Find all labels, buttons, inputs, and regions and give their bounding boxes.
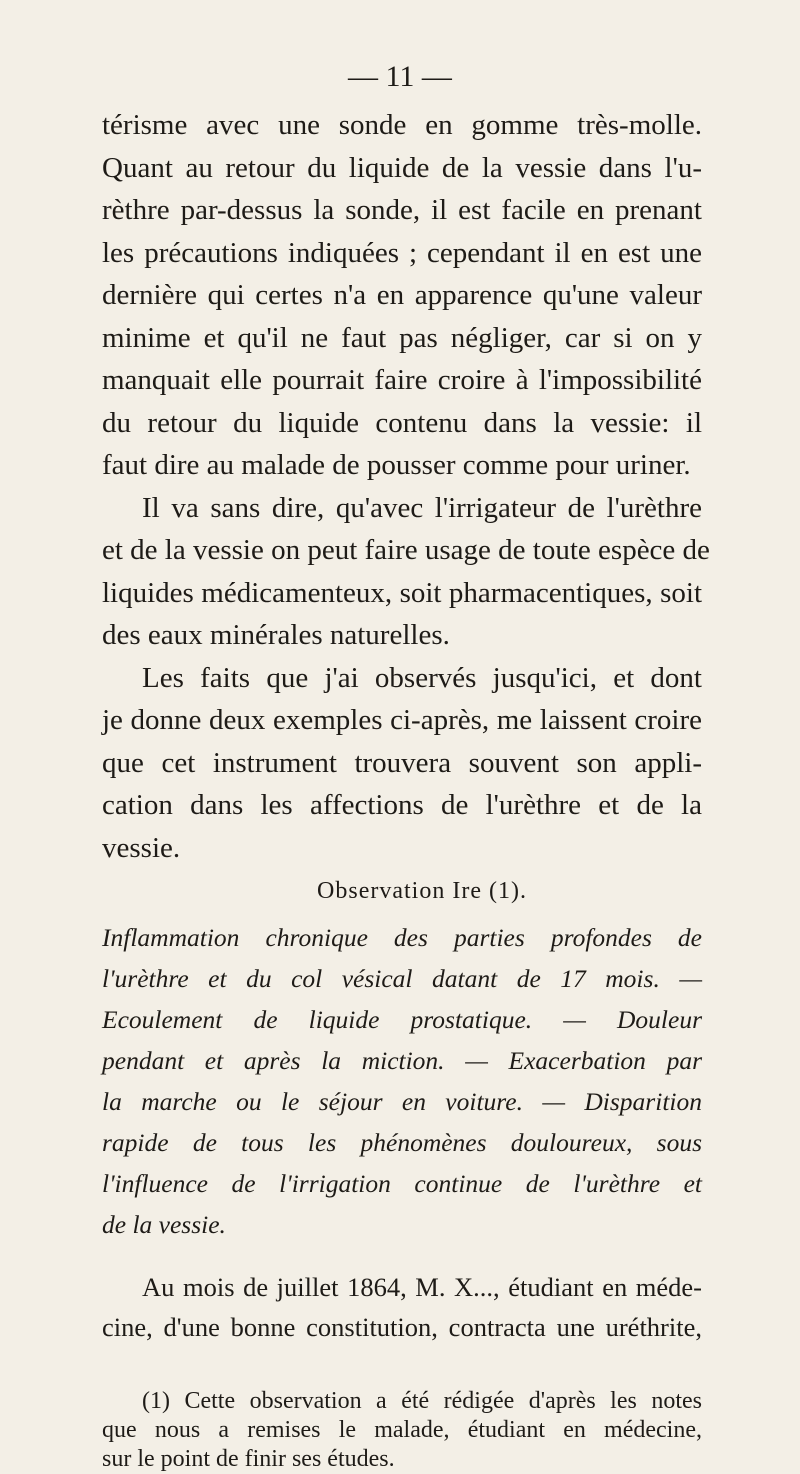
summary-line: l'influence de l'irrigation continue de l'urèthre et	[102, 1169, 702, 1198]
summary-line: Ecoulement de liquide prostatique. — Douleur	[102, 1005, 702, 1034]
main-text	[102, 104, 710, 1474]
text-line: dernière qui certes n'a en apparence qu'une valeur	[102, 279, 702, 311]
text-line: Les faits que j'ai observés jusqu'ici, et dont	[142, 661, 702, 694]
text-line: térisme avec une sonde en gomme très-molle.	[102, 109, 702, 141]
paragraph-4	[102, 1267, 702, 1347]
text-line: Il va sans dire, qu'avec l'irrigateur de l'urèthre	[142, 491, 702, 524]
text-line: vessie.	[102, 831, 181, 864]
summary-line: la marche ou le séjour en voiture. — Disparition	[102, 1087, 702, 1116]
text-line: des eaux minérales naturelles.	[102, 619, 450, 651]
observation-summary	[102, 917, 702, 1245]
text-line: cine, d'une bonne constitution, contracta une uréthrite,	[102, 1312, 702, 1342]
summary-line: Inflammation chronique des parties profondes de	[102, 923, 702, 952]
text-line: les précautions indiquées ; cependant il en est une	[102, 236, 702, 269]
paragraph-1	[102, 104, 702, 487]
text-line: du retour du liquide contenu dans la vessie: il	[102, 406, 702, 439]
text-line: minime et qu'il ne faut pas négliger, car si on y	[102, 321, 702, 354]
summary-line: l'urèthre et du col vésical datant de 17 mois. —	[102, 964, 702, 993]
text-line: je donne deux exemples ci-après, me laissent croire	[102, 704, 702, 736]
footnote-line: que nous a remises le malade, étudiant en médecine,	[102, 1417, 702, 1443]
text-line: et de la vessie on peut faire usage de toute espèce de	[102, 534, 710, 566]
text-line: liquides médicamenteux, soit pharmacentiques, soit	[102, 576, 702, 609]
summary-line: rapide de tous les phénomènes douloureux, sous	[102, 1128, 702, 1157]
text-line: cation dans les affections de l'urèthre et de la	[102, 789, 702, 821]
text-line: que cet instrument trouvera souvent son appli-	[102, 746, 702, 779]
text-line: manquait elle pourrait faire croire à l'impossibilité	[102, 364, 702, 396]
paragraph-2	[102, 487, 710, 657]
text-line: Au mois de juillet 1864, M. X..., étudiant en méde-	[142, 1272, 702, 1302]
footnote-line: sur le point de finir ses études.	[102, 1446, 395, 1472]
observation-heading: Observation Ire (1).	[317, 878, 527, 904]
paragraph-3	[102, 657, 702, 870]
footnote-line: (1) Cette observation a été rédigée d'après les notes	[142, 1388, 702, 1414]
footnote	[102, 1387, 702, 1474]
text-line: faut dire au malade de pousser comme pour uriner.	[102, 449, 691, 481]
text-line: rèthre par-dessus la sonde, il est facile en prenant	[102, 194, 702, 226]
page-number: — 11 —	[348, 60, 452, 93]
summary-line: de la vessie.	[102, 1210, 226, 1239]
summary-line: pendant et après la miction. — Exacerbation par	[102, 1046, 702, 1075]
text-line: Quant au retour du liquide de la vessie dans l'u-	[102, 151, 702, 184]
